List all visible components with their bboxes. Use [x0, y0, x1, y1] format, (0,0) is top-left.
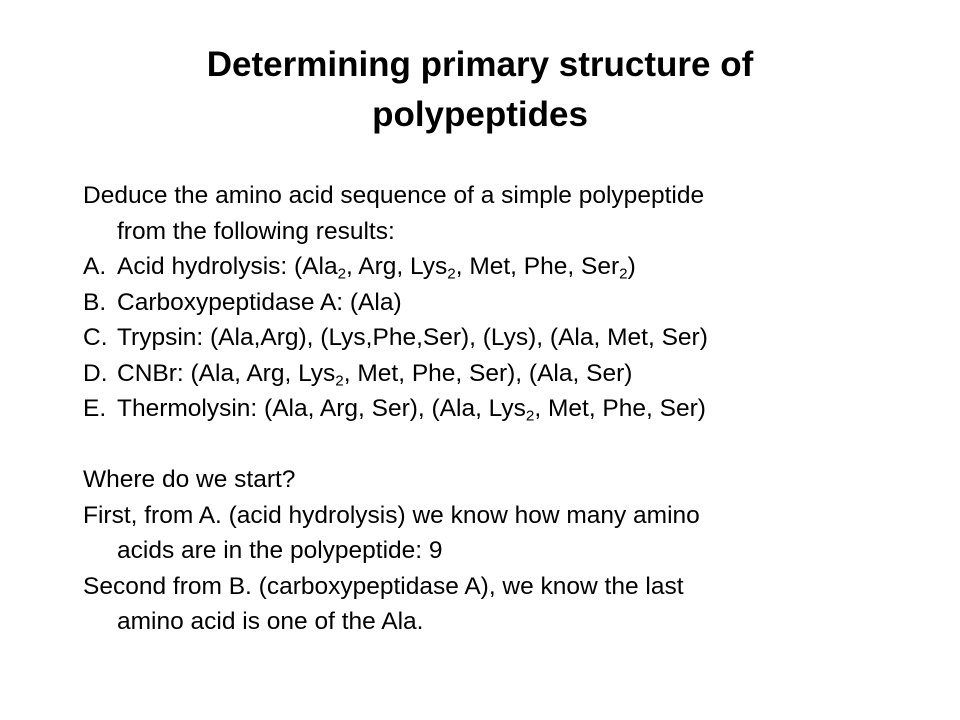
spacer	[83, 427, 923, 463]
result-text	[117, 285, 923, 321]
question-text: Where do we start?	[83, 466, 296, 493]
slide-title	[0, 40, 960, 140]
intro-line-1: Deduce the amino acid sequence of a simple polypeptide	[83, 182, 705, 209]
result-item	[83, 285, 923, 321]
result-text	[117, 320, 923, 356]
result-marker: B.	[83, 288, 107, 316]
subscript: 2	[337, 265, 347, 283]
result-text-part: )	[627, 253, 636, 280]
result-marker: D.	[83, 359, 108, 387]
result-item	[83, 249, 923, 285]
result-item	[83, 391, 923, 427]
result-item	[83, 320, 923, 356]
result-item	[83, 356, 923, 392]
result-text-part: Thermolysin: (Ala, Arg, Ser), (Ala, Lys	[117, 395, 526, 422]
result-text-part: Acid hydrolysis: (Ala	[117, 253, 338, 280]
first-line-1: First, from A. (acid hydrolysis) we know how many amino	[83, 501, 700, 529]
result-text	[117, 249, 923, 285]
result-text-part: Carboxypeptidase A: (Ala)	[117, 288, 402, 316]
slide-body	[83, 178, 923, 640]
question-paragraph	[83, 462, 923, 498]
result-text	[117, 356, 923, 392]
title-line-2: polypeptides	[372, 95, 588, 134]
result-text-part: , Met, Phe, Ser), (Ala, Ser)	[343, 359, 633, 387]
intro-paragraph	[83, 178, 923, 249]
second-line-2: amino acid is one of the Ala.	[117, 608, 424, 635]
first-line-2: acids are in the polypeptide: 9	[117, 537, 443, 564]
results-list	[83, 249, 923, 427]
result-text-part: , Met, Phe, Ser	[455, 253, 620, 280]
result-text-part: , Met, Phe, Ser)	[534, 395, 706, 422]
subscript: 2	[619, 265, 628, 283]
result-text-part: , Arg, Lys	[346, 253, 448, 280]
result-text-part: Trypsin: (Ala,Arg), (Lys,Phe,Ser), (Lys), (Ala, Met, Ser)	[117, 324, 708, 351]
result-marker: C.	[83, 324, 108, 351]
subscript: 2	[447, 265, 456, 283]
second-paragraph	[83, 569, 923, 640]
result-text	[117, 391, 923, 427]
result-marker: E.	[83, 395, 107, 422]
result-marker: A.	[83, 253, 107, 280]
subscript: 2	[525, 407, 535, 425]
first-paragraph	[83, 498, 923, 569]
subscript: 2	[335, 371, 344, 389]
second-line-1: Second from B. (carboxypeptidase A), we know the last	[83, 572, 684, 600]
intro-line-2: from the following results:	[117, 217, 395, 245]
result-text-part: CNBr: (Ala, Arg, Lys	[117, 359, 336, 387]
title-line-1: Determining primary structure of	[206, 45, 754, 84]
